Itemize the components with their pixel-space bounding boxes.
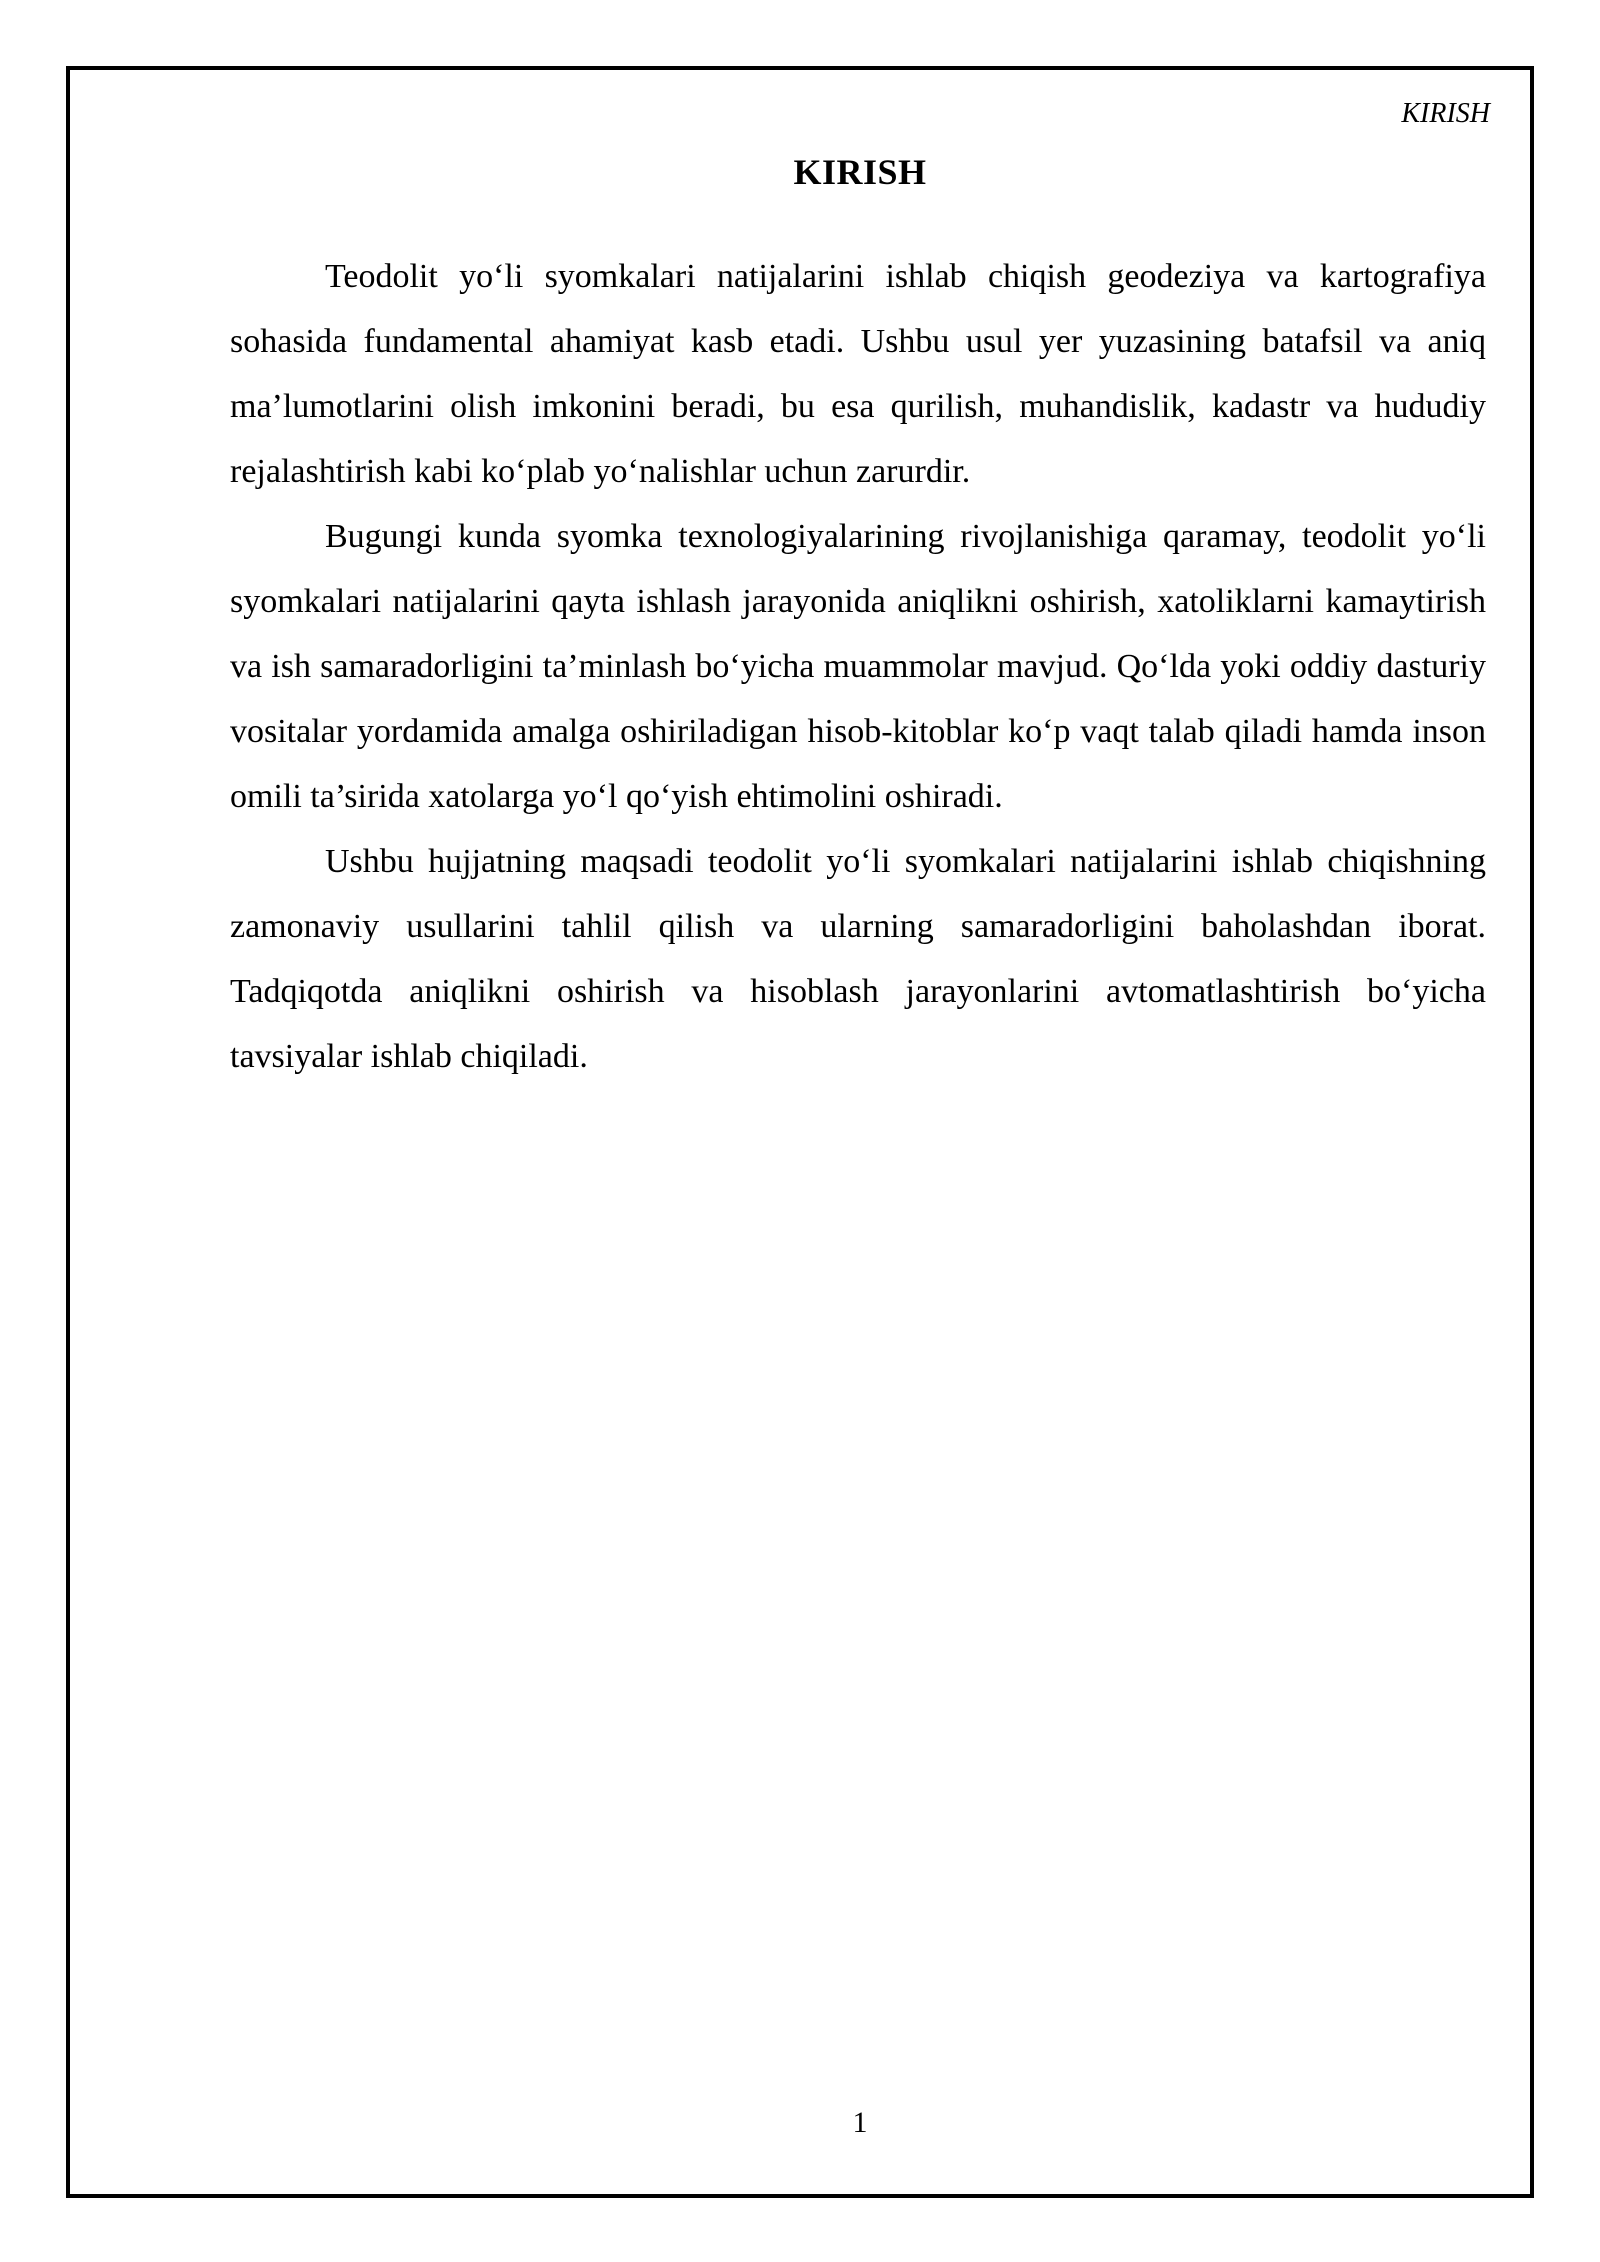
paragraph-1: Teodolit yo‘li syomkalari natijalarini ishlab chiqish geodeziya va kartografiya sohasida fundamental ahamiyat kasb etadi. Ushbu usul yer yuzasining batafsil va aniq ma’lumotlarini olish imkonini beradi, bu esa qurilish, muhandislik, kadastr va hududiy rejalashtirish kabi ko‘plab yo‘nalishlar uchun zarurdir. [230, 258, 1486, 490]
body-text [230, 244, 1486, 1089]
paragraph-3: Ushbu hujjatning maqsadi teodolit yo‘li syomkalari natijalarini ishlab chiqishning zamonaviy usullarini tahlil qilish va ularning samaradorligini baholashdan iborat. Tadqiqotda aniqlikni oshirish va hisoblash jarayonlarini avtomatlashtirish bo‘yicha tavsiyalar ishlab chiqiladi. [230, 843, 1486, 1075]
paragraph-2: Bugungi kunda syomka texnologiyalarining rivojlanishiga qaramay, teodolit yo‘li syomkalari natijalarini qayta ishlash jarayonida aniqlikni oshirish, xatoliklarni kamaytirish va ish samaradorligini ta’minlash bo‘yicha muammolar mavjud. Qo‘lda yoki oddiy dasturiy vositalar yordamida amalga oshiriladigan hisob-kitoblar ko‘p vaqt talab qiladi hamda inson omili ta’sirida xatolarga yo‘l qo‘yish ehtimolini oshiradi. [230, 518, 1486, 815]
page-title: KIRISH [793, 152, 927, 192]
running-header: KIRISH [1401, 98, 1490, 129]
page-number: 1 [852, 2106, 868, 2139]
